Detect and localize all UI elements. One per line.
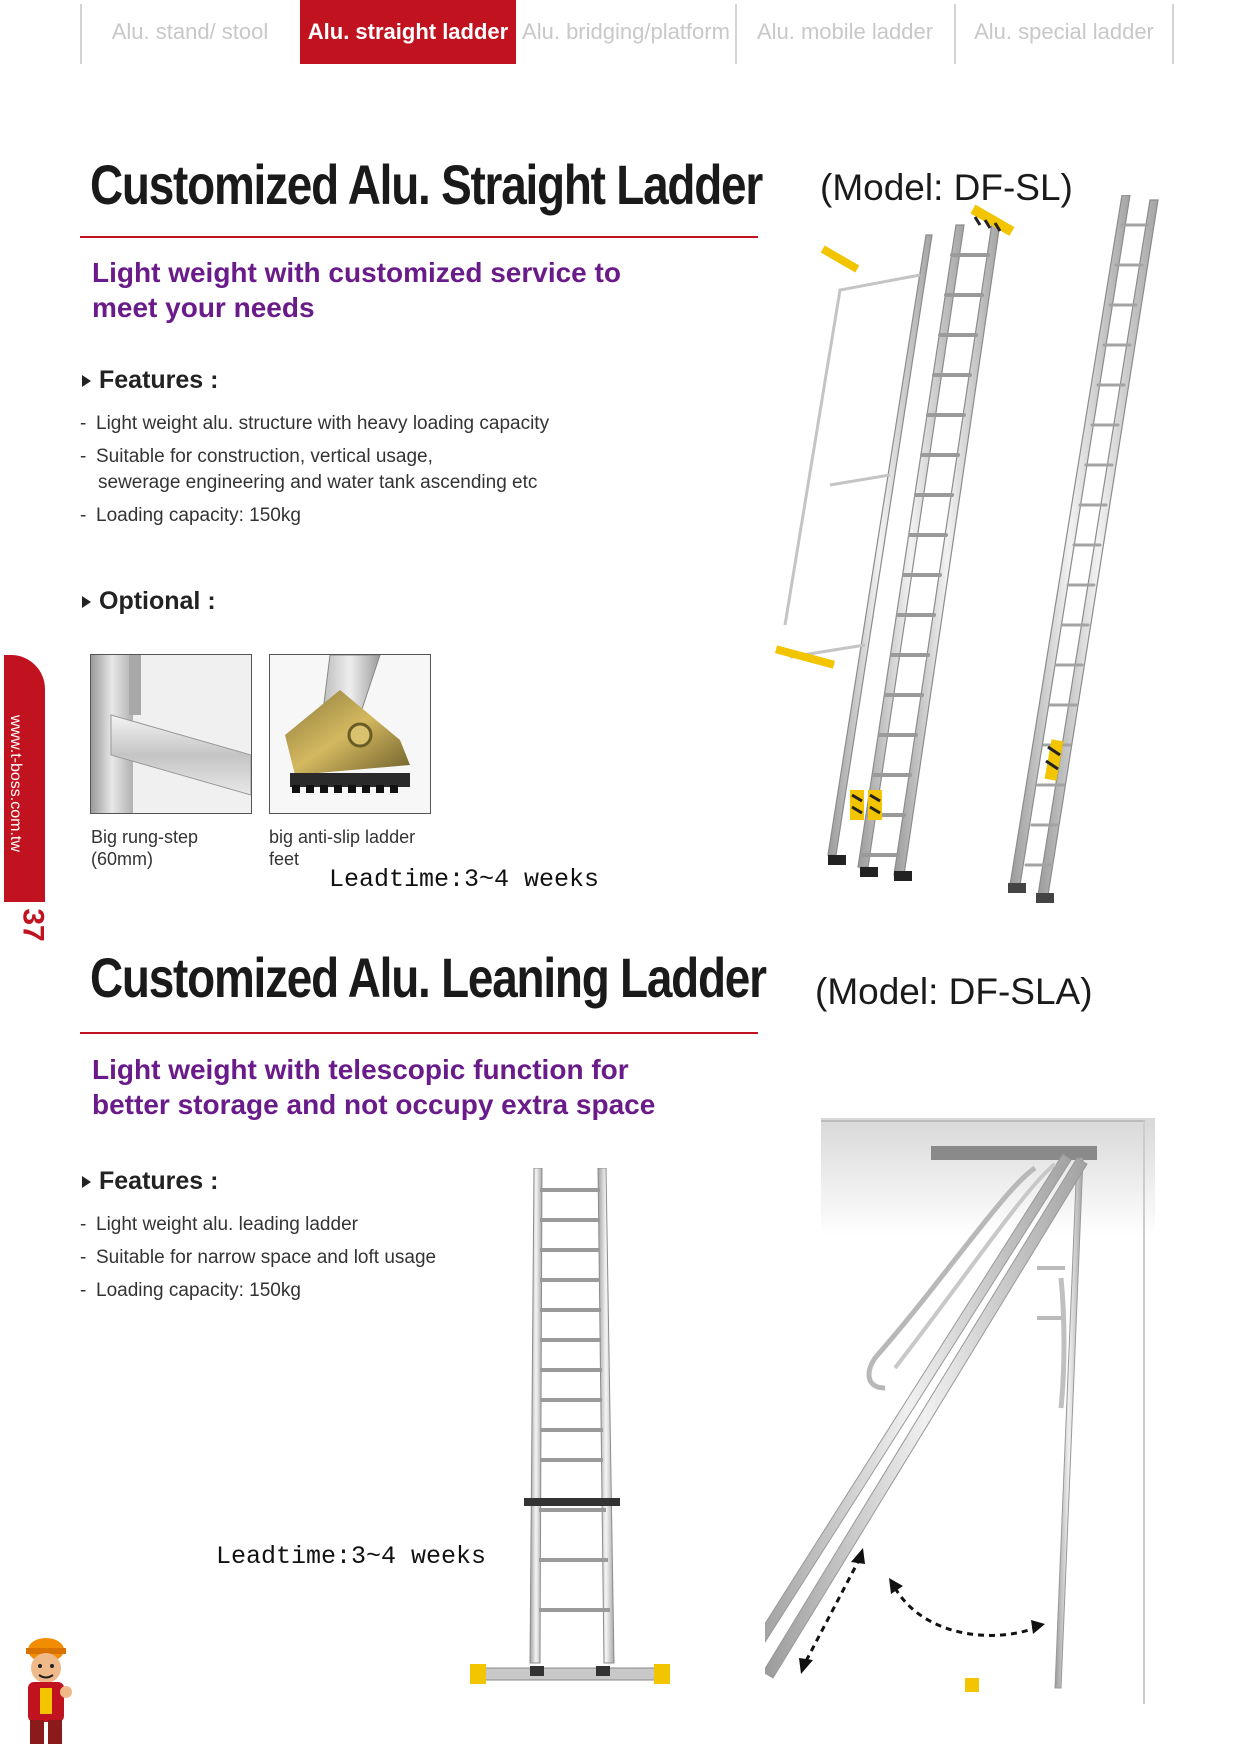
optional-caption-anti-slip-feet: big anti-slip ladder feet: [269, 827, 416, 869]
triangle-bullet-icon: [82, 596, 91, 608]
tab-alu-mobile-ladder[interactable]: Alu. mobile ladder: [756, 19, 934, 44]
product1-model: (Model: DF-SL): [820, 167, 1073, 208]
tab-alu-bridging-platform[interactable]: Alu. bridging/platform: [522, 19, 730, 44]
product2-tagline: [92, 1052, 792, 1122]
triangle-bullet-icon: [82, 1176, 91, 1188]
product1-optional-heading: [82, 587, 216, 616]
ladder-illustration-straight: [770, 195, 1160, 910]
heading-text: Features :: [99, 1167, 219, 1195]
tab-alu-special-ladder[interactable]: Alu. special ladder: [974, 19, 1154, 44]
heading-text: Optional :: [99, 587, 216, 615]
ladder-illustration-loft: [765, 1118, 1155, 1708]
product1-title-rule: [80, 236, 758, 238]
tagline-line: meet your needs: [92, 292, 315, 323]
tab-alu-straight-ladder[interactable]: Alu. straight ladder: [300, 0, 516, 64]
feature-item: - Suitable for narrow space and loft usage: [80, 1247, 437, 1268]
tagline-line: Light weight with telescopic function for: [92, 1054, 629, 1085]
feature-item: - Suitable for construction, vertical usage,: [80, 446, 433, 467]
product1-title: Customized Alu. Straight Ladder: [90, 153, 762, 216]
product1-features-heading: [82, 366, 218, 395]
feature-item: - Loading capacity: 150kg: [80, 1280, 301, 1301]
website-url: www.t-boss.com.tw: [7, 715, 24, 852]
tab-divider: [1172, 4, 1174, 64]
product2-model: (Model: DF-SLA): [815, 971, 1093, 1012]
optional-caption-rung-step: Big rung-step (60mm): [91, 827, 199, 869]
feature-item: - Light weight alu. leading ladder: [80, 1214, 358, 1235]
feature-item: - Loading capacity: 150kg: [80, 505, 301, 526]
product2-title: Customized Alu. Leaning Ladder: [90, 946, 766, 1009]
product2-leadtime: Leadtime:3~4 weeks: [216, 1542, 487, 1571]
product1-leadtime: Leadtime:3~4 weeks: [329, 865, 600, 894]
heading-text: Features :: [99, 366, 219, 394]
ladder-illustration-leaning: [470, 1168, 670, 1698]
tab-alu-stand-stool[interactable]: Alu. stand/ stool: [111, 19, 269, 44]
tagline-line: better storage and not occupy extra space: [92, 1089, 656, 1120]
tagline-line: Light weight with customized service to: [92, 257, 621, 288]
product2-title-rule: [80, 1032, 758, 1034]
feature-item-continued: sewerage engineering and water tank ascending etc: [98, 472, 538, 493]
product1-tagline: [92, 255, 732, 325]
triangle-bullet-icon: [82, 375, 91, 387]
page-number: 37: [16, 908, 50, 942]
optional-image-rung-step: [90, 654, 252, 814]
product2-features-heading: [82, 1167, 218, 1196]
optional-image-anti-slip-feet: [269, 654, 431, 814]
feature-item: - Light weight alu. structure with heavy loading capacity: [80, 413, 550, 434]
mascot-icon: [18, 1630, 74, 1748]
